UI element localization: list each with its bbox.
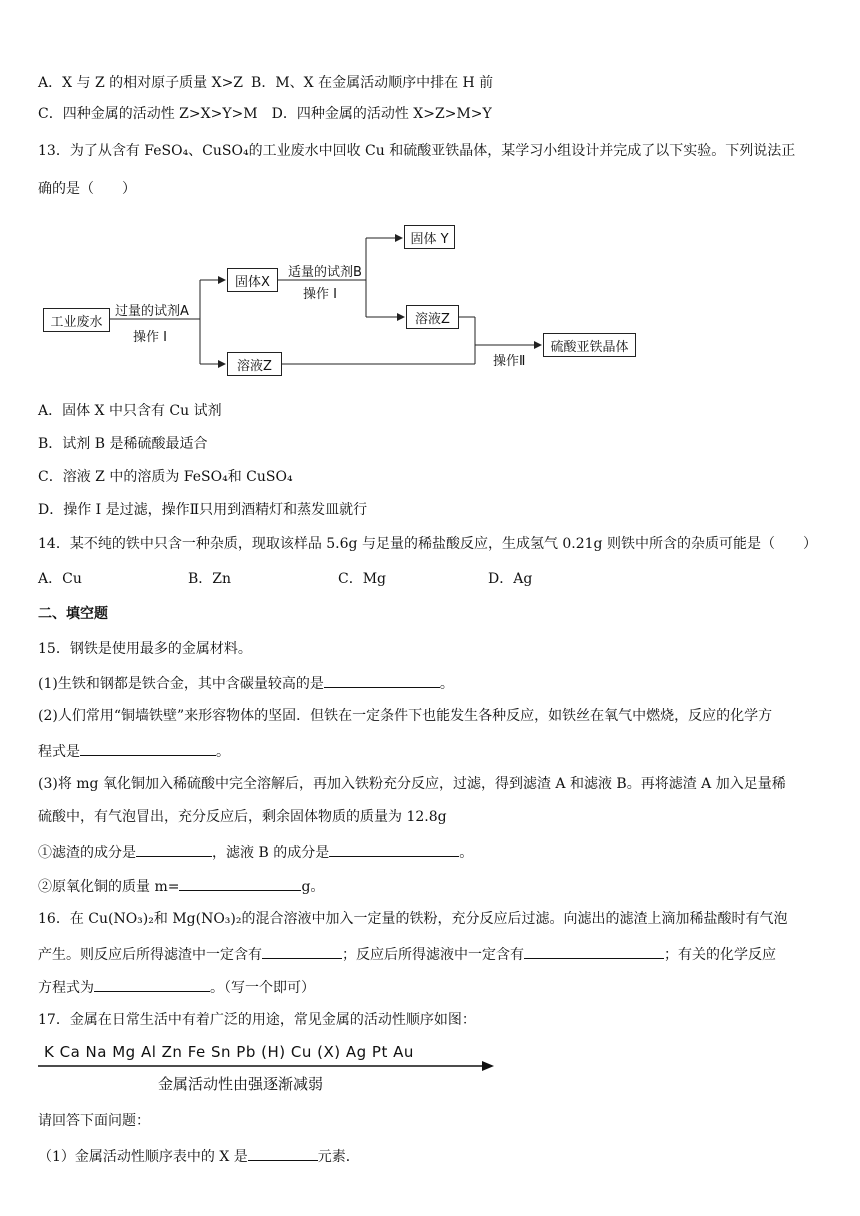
- solution-z-bottom-box: 溶液Z: [227, 352, 282, 376]
- q12-option-a: A．X 与 Z 的相对原子质量 X>Z B．M、X 在金属活动顺序中排在 H 前: [38, 75, 494, 91]
- answer-blank[interactable]: [324, 673, 440, 688]
- operation-1b-label: 操作 I: [303, 287, 337, 302]
- q12-options-cd: [38, 105, 492, 123]
- answer-blank[interactable]: [179, 876, 301, 891]
- q15-sub1: ①滤渣的成分是 ，滤液 B 的成分是 。: [38, 842, 473, 862]
- q13-option-b: B．试剂 B 是稀硫酸最适合: [38, 436, 208, 452]
- operation-1a-label: 操作 I: [133, 330, 167, 345]
- wastewater-box: 工业废水: [43, 308, 110, 332]
- answer-blank[interactable]: [136, 842, 212, 857]
- q14-options: [38, 570, 532, 588]
- q12-option-d: D．四种金属的活动性 X>Z>M>Y: [271, 106, 492, 122]
- q12-option-b: B．M、X 在金属活动顺序中排在 H 前: [251, 75, 494, 91]
- reagent-a-label: 过量的试剂A: [115, 304, 189, 319]
- q15-part1: (1)生铁和钢都是铁合金，其中含碳量较高的是 。: [38, 673, 454, 693]
- q15-sub2: ②原氧化铜的质量 m= g。: [38, 876, 324, 896]
- q14-option-d: D．Ag: [488, 571, 533, 587]
- solid-y-box: 固体 Y: [404, 225, 455, 249]
- reagent-b-label: 适量的试剂B: [288, 265, 362, 280]
- answer-blank[interactable]: [94, 977, 210, 992]
- q17-stem: 17．金属在日常生活中有着广泛的用途，常见金属的活动性顺序如图：: [38, 1012, 476, 1028]
- solution-z-top-box: 溶液Z: [406, 305, 459, 329]
- q13-option-c: C．溶液 Z 中的溶质为 FeSO₄和 CuSO₄: [38, 469, 293, 485]
- answer-blank[interactable]: [248, 1146, 318, 1161]
- q17-prompt: 请回答下面问题：: [38, 1113, 150, 1129]
- q13-stem-line1: 13．为了从含有 FeSO₄、CuSO₄的工业废水中回收 Cu 和硫酸亚铁晶体，某学习小组设计并完成了以下实验。下列说法正: [38, 143, 796, 159]
- q14-option-c: C．Mg: [338, 571, 387, 587]
- q16-line2: 产生。则反应后所得滤渣中一定含有 ；反应后所得滤液中一定含有 ；有关的化学反应: [38, 944, 776, 964]
- answer-blank[interactable]: [524, 944, 664, 959]
- q13-option-d: D．操作 I 是过滤，操作Ⅱ只用到酒精灯和蒸发皿就行: [38, 502, 368, 518]
- q15-part2-line1: (2)人们常用“铜墙铁壁”来形容物体的坚固．但铁在一定条件下也能发生各种反应，如铁丝在氧气中燃烧，反应的化学方: [38, 708, 773, 724]
- answer-blank[interactable]: [80, 741, 216, 756]
- answer-blank[interactable]: [329, 842, 459, 857]
- metal-activity-caption: 金属活动性由强逐渐减弱: [158, 1075, 324, 1093]
- q13-flowchart: [0, 0, 860, 400]
- section-fill-in-title: 二、填空题: [38, 606, 108, 622]
- q16-line3: 方程式为 。（写一个即可）: [38, 977, 315, 997]
- solid-x-box: 固体X: [227, 268, 278, 292]
- q16-line1: 16．在 Cu(NO₃)₂和 Mg(NO₃)₂的混合溶液中加入一定量的铁粉，充分反应后过滤。向滤出的滤渣上滴加稀盐酸时有气泡: [38, 911, 788, 927]
- flowchart-arrows: [0, 0, 860, 400]
- operation-2-label: 操作Ⅱ: [493, 354, 526, 369]
- activity-arrow-icon: [38, 1058, 498, 1072]
- q14-stem: 14．某不纯的铁中只含一种杂质，现取该样品 5.6g 与足量的稀盐酸反应，生成氢气 0.21g 则铁中所含的杂质可能是（ ）: [38, 536, 817, 552]
- q15-stem: 15．钢铁是使用最多的金属材料。: [38, 641, 252, 657]
- q15-part3-line1: (3)将 mg 氧化铜加入稀硫酸中完全溶解后，再加入铁粉充分反应，过滤，得到滤渣 A 和滤液 B。再将滤渣 A 加入足量稀: [38, 776, 786, 792]
- q15-part2-line2: 程式是 。: [38, 741, 230, 761]
- q14-option-a: A．Cu: [38, 571, 82, 587]
- product-box: 硫酸亚铁晶体: [543, 333, 636, 357]
- q12-option-c: C．四种金属的活动性 Z>X>Y>M: [38, 106, 258, 122]
- answer-blank[interactable]: [262, 944, 342, 959]
- q13-option-a: A．固体 X 中只含有 Cu 试剂: [38, 403, 222, 419]
- q13-stem-line2: 确的是（ ）: [38, 181, 136, 197]
- q15-part3-line2: 硫酸中，有气泡冒出，充分反应后，剩余固体物质的质量为 12.8g: [38, 809, 447, 825]
- q17-part1: （1）金属活动性顺序表中的 X 是 元素．: [38, 1146, 360, 1166]
- q14-option-b: B．Zn: [188, 571, 232, 587]
- metal-activity-sequence: K Ca Na Mg Al Zn Fe Sn Pb (H) Cu (X) Ag Pt Au: [44, 1043, 414, 1061]
